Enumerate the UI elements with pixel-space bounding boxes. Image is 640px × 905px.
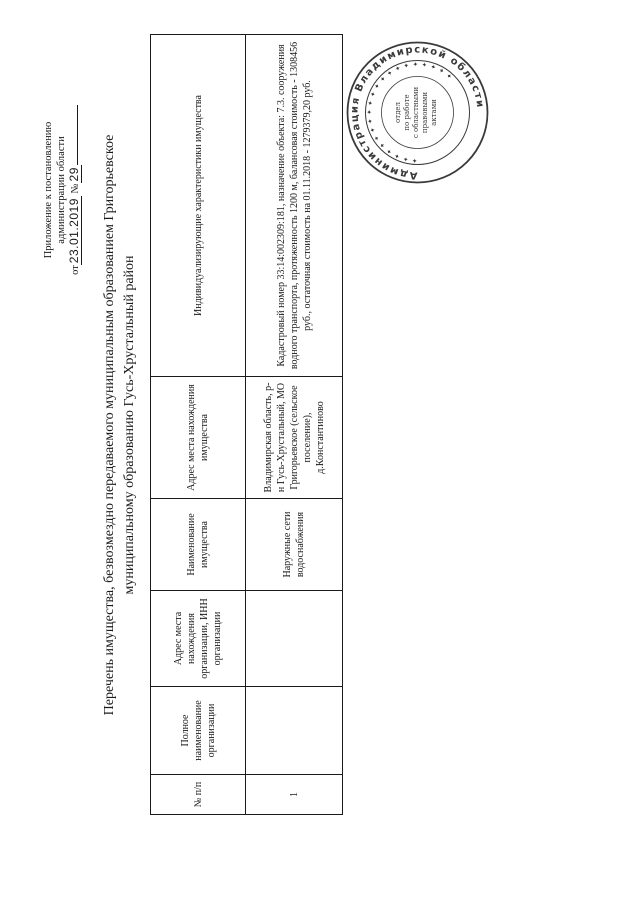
- stamp-inner-line-3: с областными: [412, 86, 420, 139]
- cell-property-name: Наружные сети водоснабжения: [246, 499, 343, 591]
- cell-org-name: [246, 687, 343, 775]
- date-prefix: от: [70, 265, 81, 275]
- stamp-inner-line-1: отдел: [394, 102, 402, 123]
- header-property-address: Адрес места нахождения имущества: [151, 377, 246, 499]
- number-underline: [77, 105, 78, 165]
- appendix-line-1: Приложение к постановлению: [43, 121, 54, 259]
- table-header-row: [151, 35, 246, 815]
- cell-num: 1: [246, 775, 343, 815]
- property-table: [150, 34, 343, 815]
- appendix-line-2: администрации области: [56, 136, 67, 244]
- document-number: 29: [67, 167, 81, 182]
- header-property-name: Наименование имущества: [151, 499, 246, 591]
- cell-property-address: Владимирская область, р-н Гусь-Хрустальный, МО Григорьевское (сельское поселение), д.Константиново: [246, 377, 343, 499]
- cell-characteristics: Кадастровый номер 33:14:002309:181, назначение объекта: 7.3. сооружения водного транспорта, протяженность 1200 м, балансовая стоимость - 1308456 руб., остаточная стоимость на 01.11.2018 - 1279379,20 руб.: [246, 35, 343, 377]
- stamp-inner-line-4: правовыми: [421, 91, 429, 134]
- stamp-inner-line-5: актами: [430, 99, 438, 126]
- svg-text:✦ ✦ ✦ ✦ ✦ ✦ ✦ ✦ ✦ ✦ ✦ ✦ ✦ ✦ ✦: ✦ ✦ ✦ ✦ ✦ ✦ ✦ ✦ ✦ ✦ ✦ ✦ ✦ ✦ ✦ ✦ ✦ ✦ ✦ ✦ ✦: [365, 60, 455, 165]
- title-line-2: муниципальному образованию Гусь-Хрустальный район: [122, 255, 137, 595]
- title-line-1: Перечень имущества, безвозмездно передаваемого муниципальным образованием Григорьевское: [102, 134, 117, 716]
- stamp-inner-line-2: по работе: [403, 94, 411, 131]
- appendix-block: [42, 80, 82, 300]
- header-org-address: Адрес места нахождения организации, ИНН организации: [151, 591, 246, 687]
- official-stamp-icon: [345, 40, 490, 185]
- stamp-outer-text: Администрация Владимирской области: [349, 44, 486, 181]
- number-prefix: №: [70, 183, 81, 194]
- header-characteristics: Индивидуализирующие характеристики имущества: [151, 35, 246, 377]
- document-title: [100, 65, 140, 785]
- header-org-name: Полное наименование организации: [151, 687, 246, 775]
- table-row: [246, 35, 343, 815]
- cell-org-address: [246, 591, 343, 687]
- header-num: № п/п: [151, 775, 246, 815]
- document-date: 23.01.2019: [67, 198, 81, 264]
- appendix-date-line: [68, 105, 82, 275]
